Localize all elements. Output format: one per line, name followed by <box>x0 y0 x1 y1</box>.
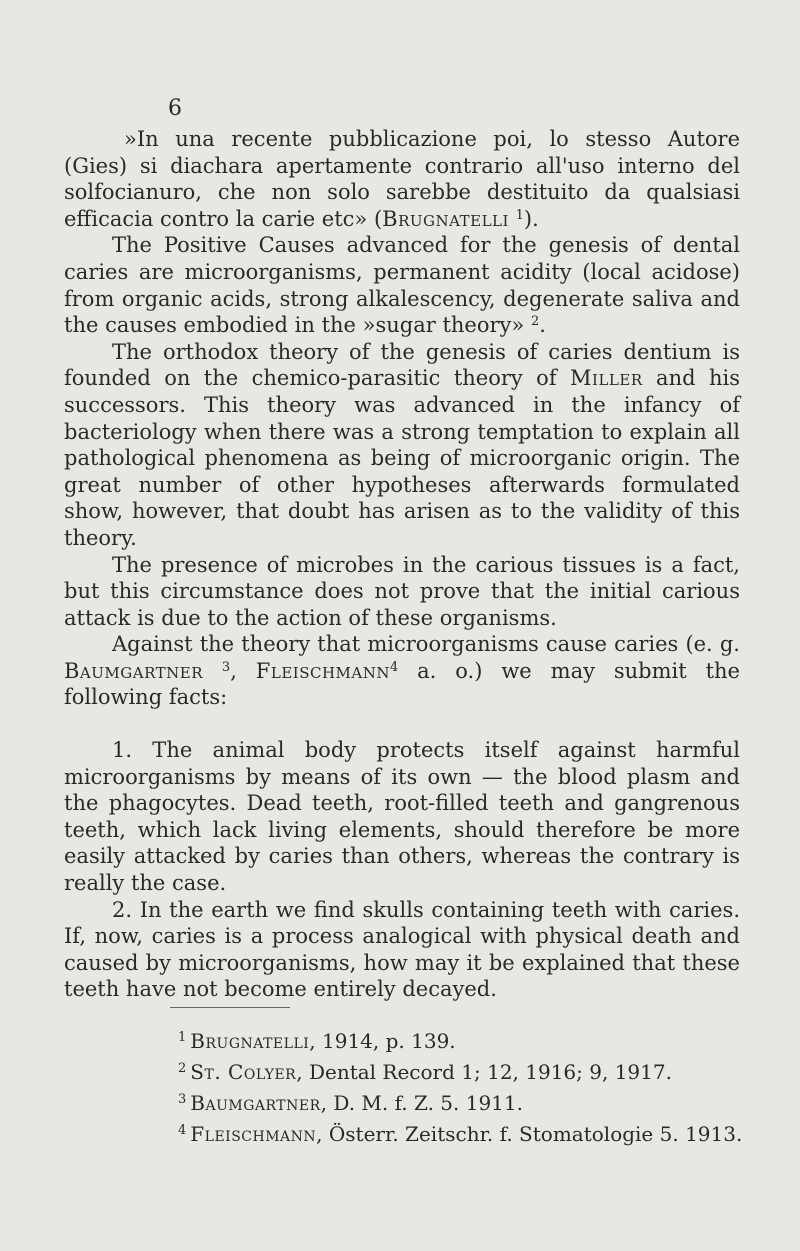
footnote-mark: 2 <box>178 1061 187 1076</box>
text-run: ). <box>523 206 539 231</box>
page-number: 6 <box>168 96 182 121</box>
footnote-divider <box>170 1007 290 1008</box>
text-run: a. o.) we may submit the following facts: <box>64 658 740 710</box>
text-run: 2. In the earth we find skulls containing teeth with caries. If, now, caries is a process analogical with physical death and caused by microorganisms, how may it be explained that these teeth have not become entirely decayed. <box>64 897 740 1002</box>
footnotes <box>178 1024 743 1148</box>
paragraph <box>64 339 740 552</box>
paragraph <box>64 552 740 632</box>
footnote-mark: 4 <box>178 1123 187 1138</box>
text-run: , <box>230 658 256 683</box>
author-name: Fleischmann <box>255 658 390 683</box>
text-run: and his successors. This theory was advanced in the infancy of bacteriology when there was a strong temptation to explain all pathological phenomena as being of microorganic origin. The great number of other hypotheses afterwards formulated show, however, that doubt has arisen as to the validity of this theory. <box>64 366 740 550</box>
text-run: . <box>539 313 546 338</box>
author-name: Baumgartner <box>64 658 203 683</box>
author-name: Brugnatelli <box>190 1029 310 1053</box>
author-name: St. Colyer <box>190 1060 297 1084</box>
footnote-ref: 2 <box>530 314 540 330</box>
footnote <box>178 1055 738 1086</box>
footnote-mark: 3 <box>178 1092 187 1107</box>
paragraph <box>64 126 740 232</box>
numbered-paragraph <box>64 737 740 897</box>
text-run: , Österr. Zeitschr. f. Stomatologie 5. 1913. <box>316 1122 743 1146</box>
text-run: The Positive Causes advanced for the genesis of dental caries are microorganisms, permanent acidity (local acidose) from organic acids, strong alkalescency, degenerate saliva and the causes embodied in the »sugar theory» <box>64 233 740 338</box>
text-run: , Dental Record 1; 12, 1916; 9, 1917. <box>296 1060 672 1084</box>
body-text <box>64 126 740 1003</box>
text-run: The presence of microbes in the carious tissues is a fact, but this circumstance does not prove that the initial carious attack is due to the action of these organisms. <box>64 552 740 630</box>
text-run: , 1914, p. 139. <box>309 1029 456 1053</box>
footnote-ref: 3 <box>221 659 231 675</box>
text-run <box>509 207 516 231</box>
text-run: , D. M. f. Z. 5. 1911. <box>320 1091 523 1115</box>
text-run: The orthodox theory of the genesis of caries dentium is founded on the chemico-parasitic theory of <box>64 339 740 391</box>
footnote-mark: 1 <box>178 1030 187 1045</box>
footnote <box>178 1117 743 1148</box>
paragraph <box>64 232 740 338</box>
text-run <box>203 659 222 683</box>
text-run: »In una recente pubblicazione poi, lo stesso Autore (Gies) si diachara apertamente contrario all'uso interno del solfocianuro, che non solo sarebbe destituito da qualsiasi efficacia contro la carie etc» ( <box>64 127 740 231</box>
text-run: Against the theory that microorganisms cause caries (e. g. <box>112 632 740 657</box>
paragraph <box>64 631 740 711</box>
footnote <box>178 1024 738 1055</box>
author-name: Miller <box>570 366 643 391</box>
text-run: 1. The animal body protects itself against harmful microorganisms by means of its own — the blood plasm and the phagocytes. Dead teeth, root-filled teeth and gangrenous teeth, which lack living elements, should therefore be more easily attacked by caries than others, whereas the contrary is really the case. <box>64 738 740 896</box>
footnote-ref: 1 <box>515 207 524 223</box>
footnote-ref: 4 <box>389 659 399 675</box>
author-name: Fleischmann <box>190 1122 317 1146</box>
author-name: Brugnatelli <box>382 206 509 231</box>
numbered-paragraph <box>64 897 740 1003</box>
footnote <box>178 1086 738 1117</box>
author-name: Baumgartner <box>190 1091 321 1115</box>
